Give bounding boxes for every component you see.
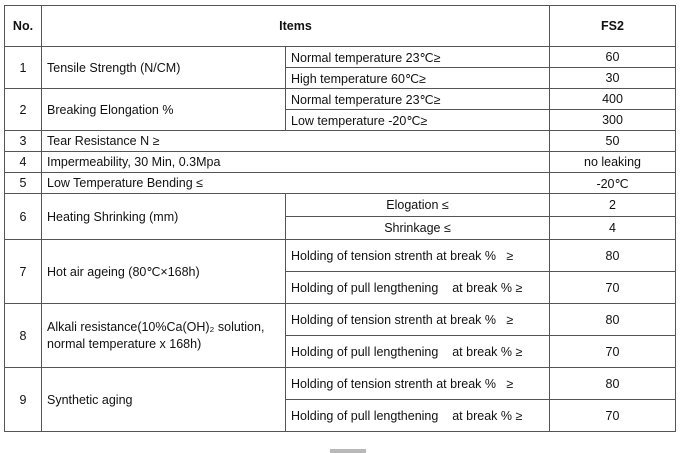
value-cell: 60 bbox=[550, 47, 676, 68]
value-cell: 70 bbox=[550, 336, 676, 368]
condition-cell: Normal temperature 23℃≥ bbox=[286, 47, 550, 68]
value-cell: no leaking bbox=[550, 152, 676, 173]
condition-cell: Holding of tension strenth at break % ≥ bbox=[286, 304, 550, 336]
item-label: Tear Resistance N ≥ bbox=[42, 131, 550, 152]
table-row bbox=[5, 240, 676, 272]
item-label bbox=[42, 304, 286, 368]
value-cell: 80 bbox=[550, 304, 676, 336]
value-cell: -20℃ bbox=[550, 173, 676, 194]
row-number: 6 bbox=[5, 194, 42, 240]
header-row bbox=[5, 6, 676, 47]
item-label-line2: normal temperature x 168h) bbox=[47, 336, 202, 351]
table-row bbox=[5, 152, 676, 173]
value-cell: 4 bbox=[550, 217, 676, 240]
condition-cell: High temperature 60℃≥ bbox=[286, 68, 550, 89]
row-number: 4 bbox=[5, 152, 42, 173]
spec-table bbox=[4, 5, 676, 432]
value-cell: 30 bbox=[550, 68, 676, 89]
item-label: Heating Shrinking (mm) bbox=[42, 194, 286, 240]
item-label: Synthetic aging bbox=[42, 368, 286, 432]
value-cell: 70 bbox=[550, 272, 676, 304]
row-number: 3 bbox=[5, 131, 42, 152]
row-number: 9 bbox=[5, 368, 42, 432]
table-row bbox=[5, 173, 676, 194]
value-cell: 400 bbox=[550, 89, 676, 110]
condition-cell: Normal temperature 23℃≥ bbox=[286, 89, 550, 110]
value-cell: 80 bbox=[550, 368, 676, 400]
value-cell: 50 bbox=[550, 131, 676, 152]
value-cell: 2 bbox=[550, 194, 676, 217]
item-label: Hot air ageing (80℃×168h) bbox=[42, 240, 286, 304]
table-row bbox=[5, 89, 676, 110]
item-label: Low Temperature Bending ≤ bbox=[42, 173, 550, 194]
condition-cell: Low temperature -20℃≥ bbox=[286, 110, 550, 131]
table-row bbox=[5, 368, 676, 400]
condition-cell: Holding of pull lengthening at break % ≥ bbox=[286, 272, 550, 304]
value-cell: 80 bbox=[550, 240, 676, 272]
footer-divider bbox=[330, 449, 366, 453]
table-row bbox=[5, 47, 676, 68]
condition-cell: Holding of pull lengthening at break % ≥ bbox=[286, 336, 550, 368]
header-fs2: FS2 bbox=[550, 6, 676, 47]
item-label: Breaking Elongation % bbox=[42, 89, 286, 131]
value-cell: 300 bbox=[550, 110, 676, 131]
item-label-line1: Alkali resistance(10%Ca(OH)₂ solution, bbox=[47, 319, 265, 334]
row-number: 1 bbox=[5, 47, 42, 89]
header-no: No. bbox=[5, 6, 42, 47]
item-label: Tensile Strength (N/CM) bbox=[42, 47, 286, 89]
row-number: 2 bbox=[5, 89, 42, 131]
table-row bbox=[5, 304, 676, 336]
row-number: 8 bbox=[5, 304, 42, 368]
table-row bbox=[5, 131, 676, 152]
condition-cell: Holding of tension strenth at break % ≥ bbox=[286, 368, 550, 400]
row-number: 7 bbox=[5, 240, 42, 304]
value-cell: 70 bbox=[550, 400, 676, 432]
condition-cell: Holding of tension strenth at break % ≥ bbox=[286, 240, 550, 272]
header-items: Items bbox=[42, 6, 550, 47]
table-row bbox=[5, 194, 676, 217]
condition-cell: Elogation ≤ bbox=[286, 194, 550, 217]
condition-cell: Shrinkage ≤ bbox=[286, 217, 550, 240]
row-number: 5 bbox=[5, 173, 42, 194]
condition-cell: Holding of pull lengthening at break % ≥ bbox=[286, 400, 550, 432]
item-label: Impermeability, 30 Min, 0.3Mpa bbox=[42, 152, 550, 173]
